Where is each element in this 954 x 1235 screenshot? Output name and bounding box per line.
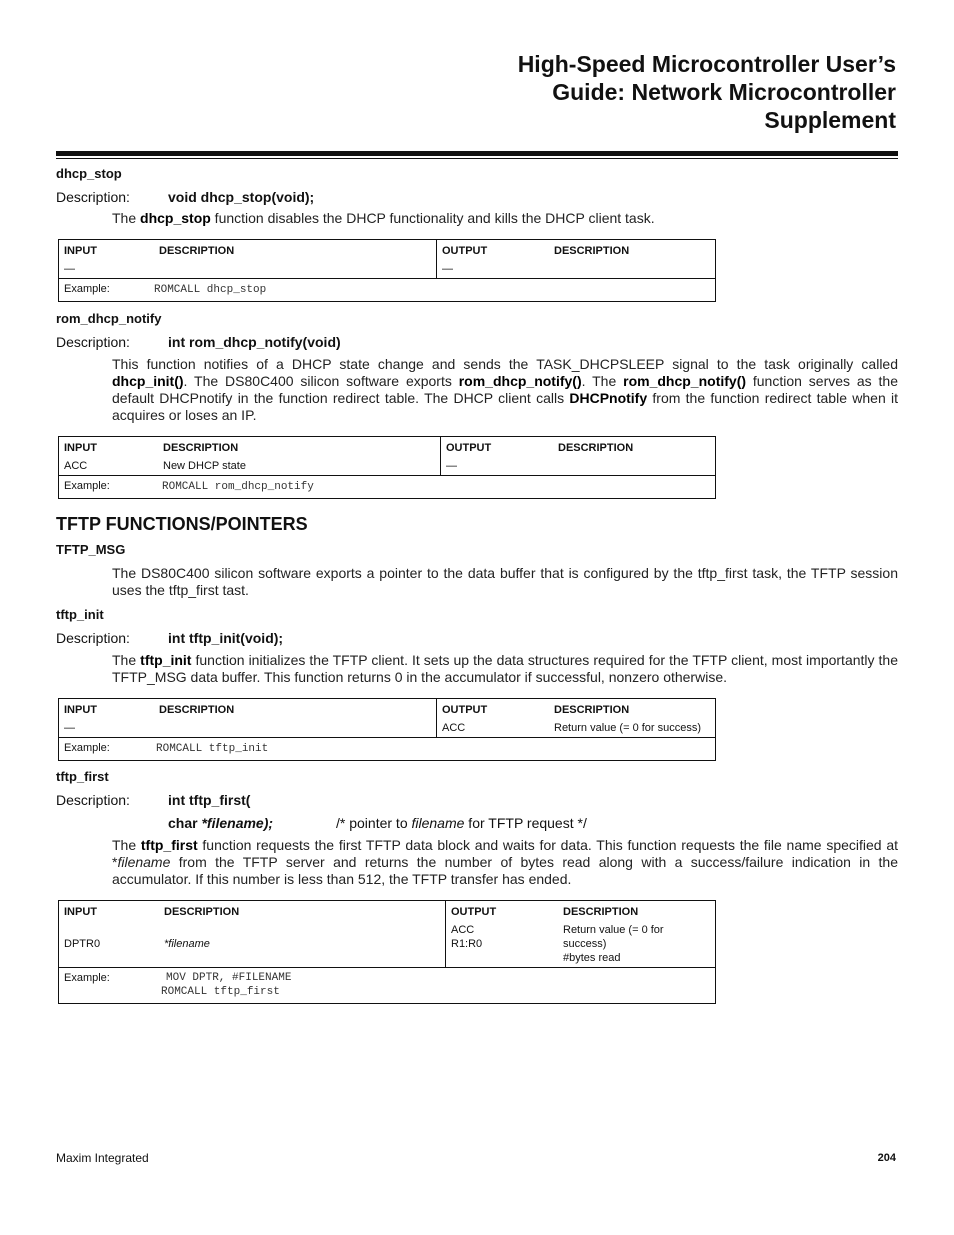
text-run-bold: rom_dhcp_notify() <box>458 373 582 389</box>
text-run-bold: dhcp_init() <box>112 373 184 389</box>
function-description <box>112 356 898 424</box>
output-description <box>549 260 716 279</box>
header-rule-thin <box>56 158 898 159</box>
function-name-tftp-msg: TFTP_MSG <box>56 542 126 557</box>
text-run: The <box>112 837 141 853</box>
input-description: *filename <box>164 938 210 950</box>
text-run: The <box>112 210 141 226</box>
col-header-input: INPUT <box>64 245 97 257</box>
output-value: ACC <box>437 719 550 738</box>
text-run: . The <box>581 373 624 389</box>
function-signature: int tftp_first( <box>168 792 251 808</box>
function-signature: int tftp_init(void); <box>168 630 284 646</box>
input-value: DPTR0 <box>64 938 101 950</box>
description-label: Description: <box>56 334 130 350</box>
io-table-tftp-init <box>58 698 716 761</box>
text-run: function disables the DHCP functionality and kills the DHCP client task. <box>210 210 655 226</box>
input-value: — <box>64 722 75 734</box>
function-name-rom-dhcp-notify: rom_dhcp_notify <box>56 311 162 326</box>
example-code: ROMCALL dhcp_stop <box>154 284 267 296</box>
text-run-bold: DHCPnotify <box>569 390 648 406</box>
example-line <box>64 971 710 985</box>
text-run-bold-italic: *filename); <box>201 815 274 831</box>
col-header-input: INPUT <box>64 704 97 716</box>
title-line: Guide: Network Microcontroller <box>552 79 896 105</box>
output-description: #bytes read <box>563 952 621 964</box>
output-value: — <box>441 457 554 476</box>
col-header-description: DESCRIPTION <box>554 245 630 257</box>
text-run-italic: filename <box>117 854 171 870</box>
col-header-description: DESCRIPTION <box>563 906 639 918</box>
footer-company: Maxim Integrated <box>56 1151 149 1165</box>
title-line: Supplement <box>764 107 896 133</box>
indent-spacer <box>56 814 168 832</box>
description-label: Description: <box>56 189 130 205</box>
io-table-dhcp-stop <box>58 239 716 302</box>
function-description <box>112 652 898 686</box>
output-values <box>446 921 559 968</box>
col-header-output: OUTPUT <box>437 240 550 261</box>
param-comment <box>336 814 587 832</box>
function-signature: void dhcp_stop(void); <box>168 189 315 205</box>
text-run-bold: tftp_first <box>140 837 198 853</box>
page-number: 204 <box>877 1152 896 1164</box>
text-run-bold: char <box>168 815 202 831</box>
function-name-tftp-init: tftp_init <box>56 607 104 622</box>
text-run: from the function redirect table when it acquires or loses an IP. <box>112 390 898 423</box>
output-descriptions <box>558 921 716 968</box>
param-declaration <box>168 814 336 832</box>
input-description <box>154 260 437 279</box>
example-cell <box>59 279 716 302</box>
text-run: The <box>112 652 141 668</box>
example-cell <box>59 738 716 761</box>
example-cell <box>59 476 716 499</box>
col-header-input: INPUT <box>64 906 97 918</box>
col-header-description: DESCRIPTION <box>554 704 630 716</box>
description-line <box>56 333 898 351</box>
function-description <box>112 210 898 227</box>
output-description <box>553 457 716 476</box>
text-run-bold: rom_dhcp_notify() <box>623 373 747 389</box>
page-title <box>376 50 896 134</box>
description-line <box>56 188 898 206</box>
text-run: function initializes the TFTP client. It sets up the data structures required for the TFTP client, most importantly the TFTP_MSG data buffer. This function returns 0 in the accumulator if successful, nonzero otherwise. <box>112 652 899 685</box>
main-content <box>56 165 898 1004</box>
indent-spacer <box>64 985 161 999</box>
text-run: for TFTP request */ <box>464 815 587 831</box>
output-value: ACC <box>451 924 475 936</box>
description-line <box>56 791 898 809</box>
col-header-output: OUTPUT <box>446 901 559 922</box>
text-run: /* pointer to <box>336 815 412 831</box>
input-description <box>154 719 437 738</box>
example-label: Example: <box>64 283 110 295</box>
signature-param-line <box>56 814 898 832</box>
function-name-dhcp-stop: dhcp_stop <box>56 166 122 181</box>
description-label: Description: <box>56 792 130 808</box>
text-run: function requests the first TFTP data block and waits for data. This function requests the file name specified at * <box>112 837 899 870</box>
section-heading-tftp: TFTP FUNCTIONS/POINTERS <box>56 514 308 534</box>
text-run: from the TFTP server and returns the number of bytes read along with a success/failure indication in the accumulator. If this number is less than 512, the TFTP transfer has ended. <box>112 854 898 887</box>
text-run-bold: tftp_init <box>140 652 192 668</box>
example-code: MOV DPTR, #FILENAME <box>166 972 292 984</box>
example-label: Example: <box>64 480 110 492</box>
output-description: Return value (= 0 for success) <box>563 924 664 950</box>
description-line <box>56 629 898 647</box>
output-description: Return value (= 0 for success) <box>554 722 702 734</box>
example-label: Example: <box>64 972 110 984</box>
input-description: New DHCP state <box>163 460 246 472</box>
col-header-description: DESCRIPTION <box>164 906 240 918</box>
example-code: ROMCALL tftp_first <box>161 986 280 998</box>
description-label: Description: <box>56 630 130 646</box>
example-label: Example: <box>64 742 110 754</box>
io-table-tftp-first <box>58 900 716 1004</box>
col-header-description: DESCRIPTION <box>159 245 235 257</box>
col-header-output: OUTPUT <box>437 699 550 720</box>
example-cell <box>59 968 716 1004</box>
example-code: ROMCALL tftp_init <box>156 743 269 755</box>
io-table-rom-dhcp-notify <box>58 436 716 499</box>
input-value: — <box>64 263 75 275</box>
output-value: R1:R0 <box>451 938 483 950</box>
title-line: High-Speed Microcontroller User’s <box>517 51 896 77</box>
input-value: ACC <box>64 460 88 472</box>
text-run: This function notifies of a DHCP state change and sends the TASK_DHCPSLEEP signal to the task originally called <box>112 356 898 372</box>
col-header-description: DESCRIPTION <box>163 442 239 454</box>
text-run-bold: dhcp_stop <box>140 210 211 226</box>
col-header-output: OUTPUT <box>441 437 554 458</box>
text-run-italic: filename <box>411 815 465 831</box>
example-code: ROMCALL rom_dhcp_notify <box>162 481 314 493</box>
function-name-tftp-first: tftp_first <box>56 769 109 784</box>
col-header-description: DESCRIPTION <box>558 442 634 454</box>
col-header-description: DESCRIPTION <box>159 704 235 716</box>
text-run: . The DS80C400 silicon software exports <box>183 373 459 389</box>
function-description <box>112 837 898 888</box>
text-run: function serves as the default DHCPnotify in the function redirect table. The DHCP client calls <box>112 373 899 406</box>
function-description: The DS80C400 silicon software exports a pointer to the data buffer that is configured by the tftp_first task, the TFTP session uses the tftp_first tast. <box>112 565 898 598</box>
col-header-input: INPUT <box>64 442 97 454</box>
function-signature: int rom_dhcp_notify(void) <box>168 334 341 350</box>
header-rule <box>56 151 898 156</box>
example-line <box>64 985 710 999</box>
output-value: — <box>437 260 550 279</box>
